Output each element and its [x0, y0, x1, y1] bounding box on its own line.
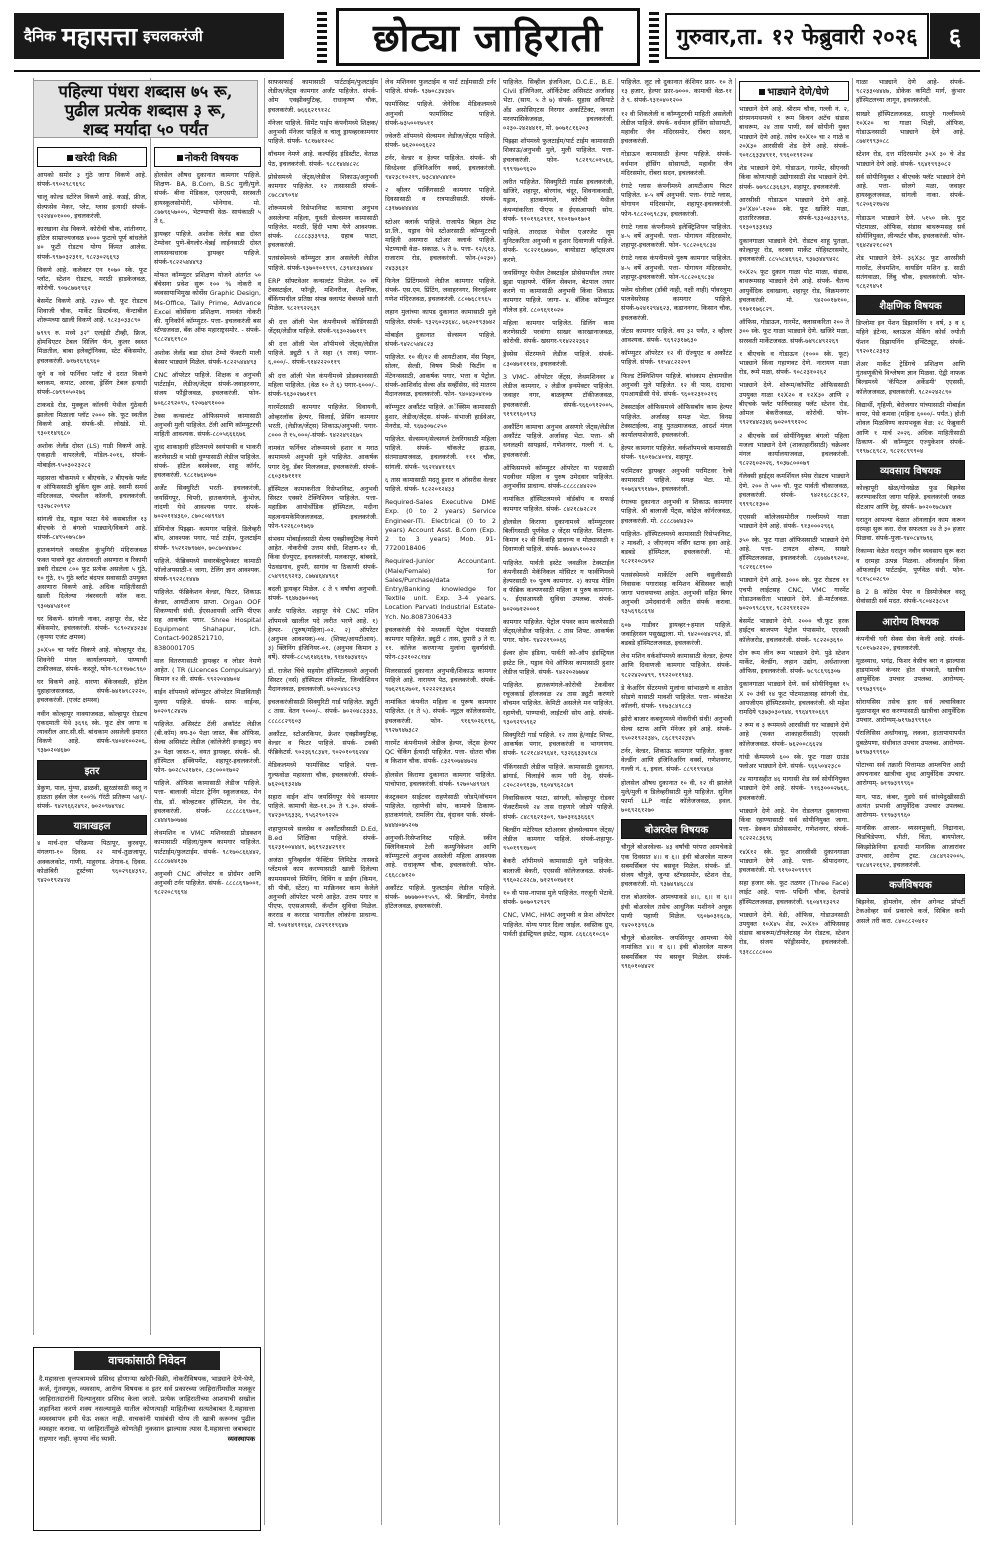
classified-ad: डेकुण, पाल, मुंग्या, ढाळवी, झुरळांसाठी वस्तू न हाळता हर्बल जेल १००% गॅरंटी प्रतिरूम ५४९/- संपर्क- ९४२९६६२४९२, ७०२०९७४९४८ [37, 783, 147, 810]
classified-ad: रंगाटे ग्लास कंपनीमध्ये पुरुष कामगार पाहिजेत. ४-५ वर्षे अनुभवी. पत्ता- योगायन मंदिरसमोर, शहापूर-इचलकरंजी. फोन-९८८२०६९८३४ [621, 254, 732, 281]
classified-ad: रंगाटे ग्लास कंपनीमध्ये आयटीआय फिटर पाहिजेत. ४-५ वर्षे अनुभवी. पत्ता- रंगाटे ग्लास, योगायन मंदिरसमोर, शहापूर-इचलकरंजी. फोन-९८८२०६९८३४, इचलकरंजी. [621, 182, 732, 218]
classified-ad: विकणे आहे. कलेक्टर एन १०७० स्के. फूट प्लॉट, स्टेशन रोडटच, मराठी हाडकेजवळ, कोरोची. ९०७८७७१९६२ [37, 265, 147, 293]
classified-ad: अकौंटिंग कामाचा अनुभव असणारे जेंट्स/लेडीज अकौंटंट पाहिजे. अर्जासह भेटा. पत्ता- श्री धनलक्ष्मी सायझर्स, गणेशनगर, गल्ली नं. ६, इचलकरंजी. [503, 422, 614, 459]
classified-ad: पाहिजे. ऑफिस कामासाठी लेडीज पाहिजे. पत्ता- बालाजी मोटार ट्रेनिंग स्कूलजवळ, मेन रोड, डॉ. कोल्हटकर हॉस्पिटल, मेन रोड, इचलकरंजी. संपर्क- ८८८८८६९७०१, ८४४४९७०७७४ [154, 779, 261, 824]
classified-ad: डोमिनोज पिझ्झा- कामगार पाहिजे. डिलेव्हरी बॉय, आवश्यक पगार, पार्ट टाईम, फुलटाईम संपर्क- ९५२१२७९७४०, ७०८७०४४७०८ [154, 525, 261, 552]
classified-ad: चौगुले बोअरवेल्स- ४३ वर्षांची परंपरा आमचेकडे एक दिवसात ४।। व ६।। इंची बोअरवेल मारून सबमर्सिबल पंप बसवून मिळेल. संपर्क- डॉ. संजय चौगुले, जुन्या स्टॅण्डसमोर, स्टेशन रोड, इचलकरंजी. मो. ९३७४९४६८८४ [621, 843, 732, 889]
classified-ad: ३५० स्के. फूट गाळा ऑफिससाठी भाड्याने देणे आहे. पत्ता- टायटन शोरूम, साखरे हॉस्पिटलजवळ, इचलकरंजी. ८६७४७१९२०४, ९८२१६८१९०० [739, 535, 849, 572]
classified-ad: मानसिक आजार- व्यसनमुक्ती, निद्रानाश, चिडचिडेपणा, भीती, चिंता, बायपोलर, स्किझोफ्रेनिया इत्यादी मानसिक आजारांवर उपचार, आरोग्य ट्रस्ट. ८४८४९२२००५, ९४८४९२१६९२, इचलकरंजी. [856, 824, 965, 870]
classified-ad: कॉम्प्युटर अकौंटंट पाहिजे. अॅक्सिम कामासाठी हुशार, लेडीज/जेंट्स. संपर्क- संभाजी हार्डवेअर, मेनरोड, मो. ९६७३०७८२५० [385, 403, 496, 430]
classified-ad: कॉम्प्युटर ऑपरेटर १२ वी ग्रॅज्युएट व अकौंटंट पाहिजे. संपर्क- ९१५४८२२२०९ [621, 349, 732, 367]
column-1 [33, 78, 150, 1335]
section-header-borewell: बोअरवेल विषयक [621, 819, 732, 839]
classified-ad: १० वी पास-नापास मुले पाहिजेत. गरजूनी भेटावे. संपर्क- ७०७०९२९२९ [503, 889, 614, 907]
classified-ad: लेथ मशिन वर्कशॉपमध्ये कामासाठी वेल्डर, हेल्पर आणि दिवाणजी कामगार पाहिजेत. संपर्क- ९८२२४२०४९९, ९९२२०११९४३. [621, 652, 732, 679]
section-title: छोट्या जाहिराती [336, 8, 640, 66]
classified-ad: जेंटस कामगार पाहिजे. वय ३२ पर्यंत, २ व्हीलर आवश्यक. संपर्क- ९६९२३१७६३० [621, 326, 732, 345]
classified-ad: शोरूममध्ये रिसेप्शनिस्ट कामाचा अनुभव असलेल्या महिला, युवती सेल्समन कामासाठी पाहिजेत. मराठी, हिंदी भाषा येणे आवश्यक. संपर्क- ८८८८३३३९९३, ग्रहाब फाटा, इचलकरंजी. [268, 204, 378, 250]
classified-ad: भाड्याने देणे आहे. ३००० स्के. फूट रोडटच ११ एचपी लाईटसह CNC, VMC गारमेंट गोडाउनकरीता भाड्याने देणे. डी-मार्टजवळ. ७०२०९९८६९१, ९८२२९११२२० [739, 576, 849, 612]
classified-ad: B 2 B कॉटेस पेपर व डिस्पोजेबल वस्तू सेवांसाठी सर्व मदत. संपर्क-९८०४२३८५१ [856, 588, 965, 606]
classified-ad: ज्वेलरी शॉपमध्ये सेल्समन लेडीज/जेंट्स पाहिजे. संपर्क- ७६२०००६६२२ [385, 132, 496, 150]
section-header-jobs: नोकरी विषयक [154, 147, 261, 167]
classified-ad: CNC, VMC, HMC अनुभवी व फ्रेश ऑपरेटर पाहिजेत. योग्य पगार दिला जाईल. स्वस्तिक ग्रुप, पार्वती इंडस्ट्रियल इस्टेट, यड्राव. ८६६८६१०८६० [503, 911, 614, 938]
classified-ad: १२ वी शिकलेली व कॉम्प्युटरची माहिती असलेली लेडीज पाहिजे. संपर्क- वर्धमान हॉसिंग सोसायटी, महावीर जैन मंदिरसमोर, रोंबरा सदन, इचलकरंजी. [621, 109, 732, 146]
section-header-sale: खरेदी विक्री [37, 147, 147, 167]
classified-ad: वाईन शॉपमध्ये कॉम्प्युटर ऑपरेटर मिळविताही मुलगा पाहिजे. संपर्क- साफ वाईन्स, ७०२०९८२४२७ [154, 688, 261, 715]
column-2 [150, 78, 264, 1335]
classified-ad: दुकानगाळा भाड्याने देणे. रोडटच शाहू पुतळा, कोल्हापूर रोड, वरक्या मार्केट मोहिस्टरसमोर, इचलकरंजी. ८८५५८४६९६२, ९३७३४४९४२८ [739, 236, 849, 264]
ad-list [856, 319, 965, 456]
classified-ad: होलसेल किराणा दुकानामध्ये कॉम्प्युटरवर बिलींगसाठी पूर्णवेळ २ जेंट्स पाहिजेत. शिक्षण- किमान १२ वी किंवाहि प्राधान्य व मोठ्यासाठी १ दिवाणजी पाहिजे. संपर्क- ७७४४५१००२२ [503, 517, 614, 554]
classified-ad: पिझ्झा शॉपमध्ये फुलटाईम/पार्ट टाईम कामासाठी शिकाऊ/अनुभवी मुले, मुली पाहिजेत. पत्ता- इचलकरंजी. फोन- ९८२१९८०१५६६, ९९९९७०९६२० [503, 137, 614, 173]
classified-ad: अकौंटट, स्टोअरकिपर, फ्रेशर एक्झीक्युटिव्ह, वेल्डर व फिटर पाहिजे. संपर्क- टक्की फॅब्रिकेटर्स. ९०२३६९८३४१, ९०२०१०९६२४४ [268, 729, 378, 757]
classified-ad: अनुभवी-रिसेप्शनिस्ट पाहिजे. स्कीन क्लिनिकमध्ये टेली कम्युनिकेशन आणि कॉम्प्युटरचे अनुभव असलेली महिला आवश्यक आहे. राधाकृष्ण चौक, इचलकरंजी. फोन- ८६६८८७१२० [385, 833, 496, 879]
classified-ad: माल वितरणासाठी ड्रायव्हर व लोडर नेमणे आहेत. ( TR (Licences Compulsary) किमान १२ वी. संपर्क- ९९२२०४४७०४ [154, 656, 261, 684]
classified-ad: जुने व नवे फर्निचर प्लॉट चे दरात विकणे ब्लाकम, कपाट, आरवा, ड्रेसिंग टेबल इत्यादी संपर्क-८७९९०५०२७६ [37, 369, 147, 397]
classified-ad: पाहिजे. फॅब्रिक्मध्ये सवारबॅल्टुफेक्टर कामाठी फॉलोअपसाठी-१ जागा, टेलिंग ज्ञान आवश्यक. संपर्क-९९२२८१४४७ [154, 556, 261, 584]
ad-list [385, 78, 496, 911]
classified-ad: महासत्ता चौकमध्ये १ बीएचके, २ बीएचके फ्लॅट व ऑफिससाठी बुकिंग सुरू आहे. स्वामी समर्थ मंदिरजवळ, पंचशील कॉलनी, इचलकरंजी. ९३२७८२०९९२ [37, 473, 147, 510]
classified-ad: कारखाना शेड विकणे. कोरोची चौक, शांतीनगर, हॉटेल साम्राज्यजवळ ४००० फुटाचे पूर्ण बांधलेले ४० फूटी रोडटच योग्य किंमत आलेस. संपर्क-९९७०३२३११, ९८२३०२६६९३ [37, 225, 147, 261]
classified-ad: २ बीएचके सर्व सोयींनियुक्त बंगलो पहिला मजला भाड्याने देणे (शाकाहारींसाठी) चक्रेश्वर मंगल कार्यालयाजवळ, इचलकरंजी. ९८२२६०२०२६, ९०३७८०००७९ [739, 431, 849, 468]
classified-ad: लेथ मशिनवर फुलटाईम व पार्ट टाईमसाठी टर्नर पाहिजे. संपर्क- ९३७०८३४३४५ [385, 78, 496, 96]
ad-list [503, 78, 614, 939]
classified-ad: ऑफिस, गोडाऊन, गारमेंट, क्लासकरिता २०० ते ३०० स्के. फूट गाळा भाड्याने देणे. खजिरे मळा, सरस्वती मार्केटजवळ. संपर्क-७४९८४९२२६९ [739, 318, 849, 345]
classified-ad: रंगाटे ग्लास कंपनीमध्ये इलेक्ट्रिशियन पाहिजेत. ४-५ वर्षे अनुभवी. पत्ता- योगायन मंदिरसमोर, शहापूर-इचलकरंजी. फोन- ९८८२०६९८३४ [621, 222, 732, 250]
classified-ad: पाहिजेत. सेल्समन/सेल्सगर्ल टेलरिंगसाठी महिला पाहिजे. संपर्क- चॉकलेट हाऊस, संतमाळ्याजवळ, इचलकरंजी. १११ चाैक, सांगली. संपर्क- ९६२१४४११६९ [385, 434, 496, 471]
section-header-education: शैक्षणिक विषयक [856, 295, 965, 315]
classified-ad: पाहिजेत. १० वी/१२ वी आयटीआय, मॅस मिहन, सोलर, सेल्डी, विषय मिश्री फिटींग व मेंटेनन्ससाठी, आकर्षक पगार, भत्ता व पेट्रोल. संपर्क-आशिर्वाद सेल्स अँड सर्व्हीसेस, वंदे मातरम मैदानजवळ, इचलकरंजी. फोन- ९४०४३०४१०७ [385, 353, 496, 399]
ad-list [268, 78, 378, 930]
daily-label: दैनिक [24, 27, 56, 45]
classified-ad: कंस्ट्रक्शन साईटवर राहणेसाठी जोडपे/वॉचमन पाहिजेत. रहाणेची सोय, कामाचे ठिकाण-हातकणंगले, रामलिंग रोड, वृंदावन पार्क. संपर्क- ७४४४०७५२०७ [385, 793, 496, 829]
classified-ad: २ व्हीलर पार्किंगसाठी कामगार पाहिजे. दिवसासाठी व रात्रपाळीसाठी. संपर्क- ८३१७७४४४४४ [385, 186, 496, 213]
classified-ad: अनुभवी CNC ऑपरेटर व प्रोग्रॅमर आणि अनुभवी टर्नर पाहिजेत. संपर्क- ८८८८६९७००१, ९८२२०८९६९४ [154, 870, 261, 897]
classified-ad: हातकणंगले जवळील कुंभुगिरी मंदिराजवळ फक्त पावणे कूट अंतरावरती असणारा व रिकामी डबरी रोडटच ८०० फूट प्रत्येक असलेला ५ गुंठे, १० गुंठे, १५ गुंठे ब्लॉट बंदपत्र सवासाठी उपयुक्त असणारा विकणे आहे. अधिक माहितीसाठी खाली दिलेल्या नंबरवरती कॉल करा. ९३०७४५४१०१ [37, 546, 147, 610]
classified-ad: नवीन कोल्हापूर नाक्याजवळ, कोल्हापूर रोडटच एकदमाती येथे ३६९६ स्के. फूट क्षेत्र जागा व त्यावरील आर.सी.सी. बांधकाम असलेली इमारत विकणे आहे. संपर्क-९४०४१००२०६, ९३७०२०४६७० [37, 709, 147, 755]
classified-ad: शहापुरमध्ये सलसेस व अकौंटसीसाठी D.Ed, B.ed शिक्षिका पाहिजे. संपर्क- ९६२३१००४४४९, ७६१९२३४२९११ [268, 824, 378, 852]
column-6 [617, 78, 735, 1525]
classified-ad: मोबाईल दुकानात सेल्समन पाहिजे. संपर्क-९४२८५४४८२३ [385, 330, 496, 349]
issue-date: गुरुवार,ता. १२ फेब्रुवारी २०२६ [665, 13, 929, 59]
classified-ad: फार्मासिस्ट पाहिजे. जेनेरिक मेडिकलमध्ये अनुभवी फार्मासिस्ट पाहिजे. संपर्क-७३५००१७५११ [385, 100, 496, 127]
classified-ad: श्री दत्त ऑली भेल कंपनीमध्ये कोडिंगसाठी जेंट्स/लेडीज पाहिजे. संपर्क-९६३०२७७११९ [268, 317, 378, 335]
header-rule [14, 70, 980, 72]
ad-list [154, 171, 261, 898]
classified-ad: गोडाऊन कामासाठी हेल्पर पाहिजे. संपर्क- वर्धमान हॉसिंग सोसायटी, महावीर जैन मंदिरसमोर, रोंबरा सदन, इचलकरंजी. [621, 150, 732, 177]
classified-ad: टर्नर, वेल्डर व हेल्पर पाहिजेत. संपर्क- श्री सिध्देश्वर इंजिनिअरिंग वर्क्स, इचलकरंजी. ९४२३८१०२१९, ७३८४४५४४१० [385, 154, 496, 181]
notice-title: वाचकांसाठी निवेदन [74, 1351, 220, 1370]
classified-ad: होलसेल औषध दुकानात कामगार पाहिजे. शिक्षण- BA, B.Com, B.Sc मुली/मुले. संपर्क- बीना मेडिकल, एलएसपी, सरस्वती हायस्कूलसोमोरी, भोनेगाव. मो. ८७७९६५७००५, भेटण्याची वेळ- सायंकाळी ५ ते ६. [154, 171, 261, 226]
classified-ad: १४X१२ स्के. फूट आरसीसी दुकानगाळा भाड्याने देणे आहे. पत्ता- श्रीपादनगर, इचलकरंजी. मो. ९१९०२०९९९९ [739, 847, 849, 875]
classified-ad: कामगार पाहिजेत. पेट्रोल पंपवर काम करणेसाठी जेंट्स/लेडीज पाहिजेत. ८ तास शिफ्ट. आकर्षक पगार. फोन- ९४२२१९००६६ [503, 617, 614, 645]
ad-list [37, 784, 147, 812]
classified-ad: आयको समोर ३ गुंठे जागा विकणे आहे. संपर्क-९९०२९८९६९८ [37, 171, 147, 189]
classified-ad: सिक्युरिटी गार्ड पाहिजे. १२ तास हे/नाईट शिफ्ट, आकर्षक पगार, इचलकरंजी व भागगणय. संपर्क- ९८२१८४२९६४१, ९३२६६३३४१८४ [503, 731, 614, 758]
column-3 [264, 78, 381, 1525]
classified-ad: चालू कोल्ड स्टोरेज विकणे आहे. कडई, फ्रीज, सेल्फसेव मेकर, प्लेट, ग्लास इत्यादी संपर्क- ९२२४४०१०००, इचलकरंजी. [37, 193, 147, 220]
classified-ad: मॅनेजर पाहिजे. सिमेंट पाईप कंपनीमध्ये शिक्षक/अनुभवी मॅनेजर पाहिजे व चालू ड्रायव्हरकामगार पाहिजे. संपर्क- ९८१७४१२०८ [268, 118, 378, 146]
classified-ad: ६ तास कामासाठी मदतू हुशार व ऑसरीस वेल्डर पाहिजे. संपर्क- ९८२२०१२४३३ [385, 475, 496, 493]
classified-ad: टर्नर, वेल्डर, शिकाऊ कामगार पाहिजेत. कुकर वेल्डींग आणि इंजिनिअरिंग वर्क्स, गणेशनगर, गल्ली नं. ६, इचल. संपर्क- ८८९१९९४६४ [621, 747, 732, 774]
classified-ad: गांधी कॅम्पमध्ये ६०० स्के. फूट गाळा ग्राउंड फ्लोअर भाड्याने देणे. संपर्क- ९६६५०४२३८० [739, 752, 849, 770]
classified-ad: होलसेल किराणा दुकानात कामगार पाहिजेत. पाचोपारा, इचलकरंजी. संपर्क- ९२७०५४९९४९ [385, 770, 496, 788]
classified-ad: हॉस्पिटल कामाकरीता रिसेप्शनिस्ट, अनुभवी सिस्टर एक्सरे टेक्निशियन पाहिजेत. पत्ता- महाडिक आयोर्थोडिक हॉस्पिटल, मदीना महत्वनामकेमिजलजवळ, इचलकरंजी. फोन-९२२६८०१७६७ [268, 484, 378, 530]
classified-ad: सांगली रोड, यड्राव फाटा येथे कसबातील १३ बीएचके रो बंगलो भाड्याने/विकणे आहे. संपर्क-८४९५०७५८७० [37, 514, 147, 542]
column-4 [381, 78, 499, 1525]
classified-ad: घरातुन आपल्या वेळात ऑनलाईन काम करून दरमहा सुरू करा. रोज सफलता २४ ते ३० हजार मिळवा. संपर्क-पुजा-९४०८४१७९६ [856, 515, 965, 543]
classified-ad: चौगुले बोअरवेल- जयसिंगपूर आमच्या येथे नामांकित ४।। व ६।। इंची बोअरवेल मारून सबमर्सिबल पंप बसवून मिळेल. संपर्क- ९९६०१०४४२१ [621, 934, 732, 970]
classified-ad: ईश्वर होम इंडिया, पार्वती को-ऑप इंडस्ट्रियल इस्टेट लि., यड्राव येथे ऑफिस कामासाठी हुशार लेडीज पाहिजे. संपर्क- ९४२२०२७७७४ [503, 649, 614, 676]
classified-ad: पॅकिंगसाठी लेडीज पाहिजे. कामासाठी दुकानत, ब्रांगार्ड, चिलाईचे काम घरी देवू. संपर्क- ८२०८२०९१३७, ९६०४९६२८७९ [503, 762, 614, 790]
section-header-rent: भाड्याने देणे/घेणे [739, 81, 849, 101]
classified-ad: गारमेंट कंपनीमध्ये लेडीज हेल्पर, जेंट्स हेल्पर QC चेकिंग ईत्यादी पाहिजेत. पत्ता- धोतरा चौक व किशान चौक. संपर्क- ८३२९०७४४७२४ [385, 739, 496, 766]
classified-ad: सहा हजार स्के. फूट तळघर (Three Face) लाईट आहे. पत्ता- पद्मिनी चौक, देशपांडे हॉस्पिटलजवळ, इचलकरंजी. ९६०४९१३२९२ [739, 879, 849, 906]
classified-ad: बदली ड्रायव्हर मिळेल. ८ ते ९ वर्षांचा अनुभवी. संपर्क- ९६४७३७००७६ [268, 584, 378, 603]
classified-ad: बेकरी शॉपीमध्ये कामासाठी मुले पाहिजेत. बालाजी बेकरी, एएससी कॉलेजजवळ. संपर्क- ९९६०२८२२८७, ७१२९०१७१११ [503, 857, 614, 884]
classified-ad: प्रोसेसमध्ये जेंट्स/लेडीज शिकाऊ/अनुभवी कामगार पाहिजेत. १२ तासासाठी संपर्क- ८७८८४९०९४ [268, 172, 378, 200]
classified-ad: सर्व सोयीनियुक्त २ बीएचके फ्लॅट भाड्याने देणे आहे. पत्ता- सोलगे मळा, जवाहर हायस्कूलजवळ, सांगली नाका. संपर्क- ९८२०६२१७२४ [856, 172, 965, 209]
classified-ad: श्री दत्त ऑली भेल कंपनीमध्ये प्रोडक्शनसाठी महिला पाहिजेत. (वेळ १० ते ६) पगार-६०००/-. संपर्क-९६३०२७७११९ [268, 371, 378, 399]
classified-ad: भाड्याने देणे. वेडी, ऑफिस, गोडाउनसाठी उपयुक्त १०X४५ शेड, २०X१० ऑफिससह संडास बाथरूम/टॉयलेटसह मेन रोडटच, स्टेशन रोड, संजय फॉड्रीसमोर, इचलकरंजी. ९३१८८८८००० [739, 910, 849, 956]
classified-ad: रंगाच्या दुकानात अनुभवी व शिकाऊ कामगार पाहिजे. श्री बालाजी पेंट्स, कोद्रेज कॉर्नरजवळ, इचलकरंजी. मो. ८८८८७४४३२० [621, 498, 732, 525]
reader-notice [33, 1347, 261, 1531]
classified-ad: पाहिजेत. असिस्टंट टॅली अकॉटंट लेडीज (बी.कॉम) वय-३० पेक्षा जास्त, बैंक ऑफिस, सेल्स असिस्टंट लेडीज (कॉलेजेरी इन्ड्युट) वय ३० पेक्षा जास्त-१, वयत ड्रायव्हर. संपर्क- श्री. हॉस्पिटल इक्विपमेंट, शहापूर-इचलकरंजी. फोन- ७०२८५२१७१०, ८३८०००१७०२ [154, 719, 261, 774]
classified-ad: अर्जंट पाहिजेत. शहापूर येथे CNC मशिन शॉपमध्ये खालील पदे त्वरीत भरणे आहे. १) हेल्पर- (पुरुष/महिला)-०२. २) ऑपरेटर (अनुभव आवश्यक)-०४. (शिफ्ट/आयटीआय). ३) क्लिनिंग इंजिनियर-०१. (अनुभव किमान ३ वर्षे). संपर्क-८८५६१४६६१७, ९१४१७३४१६५ [268, 607, 378, 662]
ad-list [37, 171, 147, 756]
classified-ad: फिल्ड टेक्निशियन पाहिजे. बांधकाम क्षेत्रामधील अनुभवी मुले पाहिजेत. १२ वी पास, दादाचा एमआयडीसी येथे. संपर्क- ९६०१२३१०२१६ [621, 371, 732, 399]
classified-ad: डिप्लोमा इन पेंशन डिझायनिंग १ वर्ष, ३ व ६ महिने इंटेन्स, ब्लाऊज मेकिंग कोर्स ज्योती फॅशन डिझायनिंग इन्स्टिट्यूट, संपर्क- ९९२०१८२३१३ [856, 319, 965, 355]
classified-ad: श्री दत्त ऑली भेल शॉपीमध्ये जेंट्स/लेडीज पाहिजे. ड्युटी ९ ते सहा (९ तास) पगार- ६,०००/-. संपर्क-९१४२२२०११९ [268, 340, 378, 367]
classified-ad: बिझनेस, होमलोन, लोन अगेन्स्ट प्रॉपर्टी टेकओव्हर सर्व प्रकारचे कर्ज, सिबिल कमी असले तरी करा. ८४०८८२०४१२ [856, 898, 965, 925]
page-number: ६ [930, 13, 980, 59]
classified-ad: पॅरालिसिस अर्धांगवायू, लकवा, हातापायापर्यंत दुबळेपणा, संधीवात उपचार उपलब्ध. आरोग्यम- ७१९७३९९९६० [856, 729, 965, 756]
classified-ad: पाहिजेत. लूट लो दुकानात कॅशियर फ्रार- १० ते १३ हजार, हेल्पर फ्रार-७०००. कामाची वेळ-११ ते ९. संपर्क-९३१०४०१२०० [621, 78, 732, 105]
classified-ad: CNC ऑपरेटर पाहिजे. शिक्षक व अनुभवी पार्टटाईम, लेडीज/जेंट्स संपर्क-जवाहरनगर, संजय फौंड्रीजवळ, इचलकरंजी. फोन- ७०६८२९२०९५, ९२०७४९१००० [154, 371, 261, 407]
ad-list [856, 484, 965, 606]
classified-ad: त्वरीत पाहिजेत. सिक्युरिटी गार्डस इचलकरंजी, खंजिरे, शहापूर, बोरगांव, चंदूर, शिवनाकवाडी, यड्राव, हातकणंगले, कोरोची येथील कंपन्यांकरिता पीएफ व ईएसआयसी सोय. संपर्क- ९१०१९६२९११, ९१०१७०१७०१ [503, 178, 614, 223]
ad-list [621, 843, 732, 971]
classified-ad: Required-Sales Executive DME Exp. (0 to 2 years) Service Engineer-ITI. Electrical (0 to 2 years) Account Asst. B.Com (Exp. 2 to 3 years) Mob. 91-7720018406 [385, 498, 496, 553]
classified-ad: घर विकणे- सांगली नाका, शहापूर रोड, स्टेट बँकेसमोर, इचलकरंजी. संपर्क- ९८९०२४३२३४ (कृपया एजंट क्षमस्व) [37, 614, 147, 642]
classified-ad: ड्रायव्हर पाहिजे. अशोक लेलँड बडा दोस्त टेम्पोवर पुणे-बेंगलोर-चेन्नई लाईनसाठी दोस्त लायसन्सधारक ड्रायव्हर पाहिजे. संपर्क-९८२२५४४४९३ [154, 230, 261, 266]
classified-ad: भाड्याने देणे आहे. श्रीराम चौक, गल्ली नं. २, संगमनमथमध्ये १ रूम किचन अटॅच संडास बाथरूम, २४ तास पाणी, सर्व सोयीनी युक्त भाड्याने देणे आहे. तसेच १०X१० चा २ गाळे व २०X३० आरसीसी शेड देणे आहे. संपर्क- ९०१८६३३४९११, ९९६०१९१२०४ [739, 105, 849, 160]
ad-list [621, 78, 732, 815]
classified-ad: शेड भाड्याने देणे- ३६X३८ फूट आरसीसी गारमेंट, लेथमशिन, वायडिंग मशिन इ. साठी सतंगवाळा, लिंबु चौक, इचलकरंजी. फोन- ९८६२९४५१ [856, 254, 965, 291]
column-7 [735, 78, 852, 1525]
classified-ad: डॉ. राजेश चिंचे सहयोग हॉस्पिटलमध्ये अनुभवी सिस्टर (नर्स) हॉस्पिटल मॅनेजमेंट, जिन्सीशियन मैदानजवळ, इचलकरंजी. ७०२०४४८२९३ [268, 666, 378, 693]
classified-ad: मिलरसाडर्स दुकानात अनुभवी/शिकाऊ कामगार पाहिजे आहे. नारायण पेठ, इचलकरंजी. संपर्क- ९७६२९६२७०१, ९२२२२१३४६२ [385, 666, 496, 693]
classified-ad: स्टेशन रोड, दत्त मंदिरसमोर ३०X ३० चे शेड भाड्याने देणे आहे. संपर्क- ९६४१९९३०८२ [856, 150, 965, 168]
hash-icon [759, 89, 765, 95]
classified-ad: इचलकरंजी येथे मध्यवर्ती पेट्रोल पंपासाठी कामगार पाहिजेत. ड्युटी ८ तास, दुपारी ३ ते रा. ११. कॉलेज करणाऱ्या मुलांना सुवर्णसंधी. फोन-८३२१०२८१४४ [385, 625, 496, 662]
classified-ad: राज बोअरवेल- आमच्याकडे ४।।, ६।। व ६।। इंची बोअरवेल तसेच आधुनिक मशीनने अचूक पाणी पहाणी मिळेल. ९६०७०३१६८७, ९४२०१३९६८७ [621, 893, 732, 930]
classified-ad: वॉचमन नेमणे आहे. कल्पहिंद इंडिस्टीट, वेताळ पेठ, इचलकरंजी. संपर्क- ९८८१४४४८२८ [268, 150, 378, 168]
ad-list [739, 105, 849, 957]
classified-ad: ४ मार्च-दत्त परिक्रमा पिठापूर, कुरवपूर, मंगलगा-१० दिवस. २२ मार्च-तुळजापूर, अक्कलकोट, गाणी, माहूरगड. शेगाव-६ दिवस. कोळंबिरी टूर्स्टच्या ९६०२९६४३९२, ९४२०१९२४२४ [37, 839, 147, 884]
classified-ad: होलसेल औषध दुकानात १० वी, १२ वी झालेले मुले/मुली व डिलेव्हरीसाठी मुले पाहिजेत. सुनिल फार्मा LLP नाईट कॉलेजजवळ, इवल. ७०६९२६१२७० [621, 778, 732, 815]
classified-ad: पाहिजेत. हातकणंगले-कोरोची टेकवीवर रचूजकार्ड हॉलजवळ २४ तास ड्युटी करणारे वॉचमन पाहिजेत. केमिटी असलेले मन पाहिजेत. रहाणेची, पाण्याची, लाईटची सोय आहे. संपर्क- ९३०९२९५९६२ [503, 680, 614, 726]
classified-ad: नामांकित कंपनीत महिला व पुरूष कामगार पाहिजेत. (१ ते ५). संपर्क- न्यूट्रल कॉलेजसमोर, इचलकरंजी. फोन- ९१६९०२६१९६, ९९२७९४७३८२ [385, 698, 496, 734]
classified-ad: पाहिजेत. पार्वती इस्टेट जवळील टेक्स्टाईल कंपनीसाठी मेकॅनिकल मॉसिटर ग फार्वणिमध्ये हेल्परसाठी १० पुरुष कामगार. २) कापड मेडिंग व फॅब्रिक कल्पणसाठी महिला व पुरुष कामगार- ५. ईएसआयसी सुविधा उपलब्ध. संपर्क- ७०२०७१२०००१ [503, 558, 614, 613]
rate-line-3: शब्द मर्यादा ५० पर्यंत [83, 120, 208, 139]
classified-ad: साफसफाई कामासाठी पार्टटाईम/फुलटाईम लेडीज/जेंट्स कामगार अर्जंट पाहिजेत. संपर्क- ओम एक्झीक्युटिव्ह, राधाकृष्ण चौक, इचलकरंजी. ७६६६२१९१२८ [268, 78, 378, 114]
section-header-business: व्यवसाय विषयक [856, 460, 965, 480]
classified-ad: बिल्डींग मटेरियल स्टोअरवर होलसेल्समन जेंट्स/लेडीज कामगार पाहिजे. संपर्क-शहापूर- ९५०१९९१७०९ [503, 825, 614, 853]
section-header-travel: यात्राखहल [37, 815, 147, 835]
notice-signature: व्यवस्थापक [227, 1435, 255, 1443]
section-header-other: इतर [37, 760, 147, 780]
classified-ad: भाड्याने देणे. शोरूम/कॉर्पोरेट ऑफिससाठी उपयुक्त गाळा १२X२० व १२X३० आणि २ बीएचके फ्लॅट फर्निचरसह फ्लॅट स्टेशन रोड, ओमल बेकरीजवळ, कोरोची. फोन- ९९२१४४२३४६ ७०२०९९१२०८ [739, 381, 849, 427]
classified-ad: टेक्सटाईल ऑफिसमध्ये ऑफिसबॉय काम हेल्पर पाहिजेत. अर्जासह समक्ष भेटा. विनम्र टेक्सटाईल्स, शाहू पुतळ्याजवळ, आदर्श मंगल कार्यालयाशेजारी, इचलकरंजी. [621, 403, 732, 439]
ad-list [856, 635, 965, 871]
classified-ad: रिकाम्या वेळेत घरातुन नवीन व्यवसाय सुरू करा व दरमहा उत्पन्न मिळवा. ऑनलाईन किंवा ऑफलाईन पार्टटाईम, पूर्णवेळ संधी. फोन- ९८१५८०२८९० [856, 547, 965, 583]
classified-ad: गाळा भाड्याने देणे आहे- संपर्क- ९८२३३०४४४७, डोकेक कमिटी मार्ग, कुंभार हॉस्पिटलच्या लागून, इचलकरंजी. [856, 78, 965, 105]
classified-ad: झोरो बाजार कबनूरमध्ये नोकरीची संधी! अनुभवी सेल्स स्टाफ आणि मॅनेजर हवे आहे. संपर्क- ९५०२१९२२३४५, ८६८१९२२३४५ [621, 715, 732, 742]
classified-ad: नामांकित हॉस्पिटलमध्ये वॉर्डबॉय व सफाई कामगार पाहिजेत. संपर्क- ८४२१८७२८२१ [503, 495, 614, 513]
classified-ad: विद्यार्थी, गृहिणी, बेरोजगार यांच्यासाठी मोबाईल वापर, पेसे कमवा (महिना ६०००/- पर्यंत.) होती शोवल मिळविण्य कामभवूक वेळ: २८ फेब्रुवारी आणि १ मार्च २०२६. अधिक माहितीसाठी ठिकाण- श्री कॉम्प्युटर एज्युकेशन संपर्क- ९१९७८६९८२, ९८२१८९९९०४ [856, 400, 965, 455]
classified-ad: मान, पाठ, कंबर, गुडघे सर्व सांध्येदुखीसाठी अत्यंत प्रभावी आयुर्वेदिक उपचार उपलब्ध. आरोग्यम- ९१९७३९९६० [856, 792, 965, 819]
classified-ad: टाकवडे रोड, मुक्कूल कॉलनी येथील गुंठेवारी झालेला मिळाला प्लॉट २००० स्के. फूट स्वतील विकणे आहे. संपर्क-श्री. लोखंडे. मो. ९३०११४९६८० [37, 401, 147, 438]
classified-ad: जयसिंगपूर येथील टेक्स्टाईल प्रोसेसमधील तयार झुडा पाहायणे. पॅकिंग सेक्शन, बेटपाल तयार करणे या कामासाठी अनुभवी किंवा शिकाऊ कामगार पाहिजे. जागा- ४. बॅलिक कॉम्प्युटर नॉलेज हवे. ८८०९६९१०२० [503, 268, 614, 314]
newspaper-brand [14, 13, 284, 59]
classified-ad: दुकानगाळा भाड्याने देणे. सर्व सोयीनियुक्त १५ X २० उंची १४ फूट पोटमाळासह सांगली रोड, आयजीएम हॉस्पिटसमोर, इचलकरंजी. श्री महेश रामदिये ९३७३०३०९४४, ९९६४९१०६६९ [739, 680, 849, 716]
classified-ad: एएससी कॉलेजसमोरील गल्लीमध्ये गाळा भाड्याने देणे आहे. संपर्क- ९१३०००२९६६ [739, 513, 849, 531]
classified-ad: पाहिजेत- हॉस्पिटलमध्ये कामासाठी रिसेप्शनिस्ट, २ मावशी, २ जीएनएम नर्सिंग स्टाफ हवा आहे. बडबडे हॉस्पिटल, इचलकरंजी. मो. ९८२१२०८७९२ [621, 529, 732, 566]
classified-ad: हेल्पर कामगार पाहिजेत. वर्कशॉपमध्ये कामासाठी संपर्क- ९६०१७८४०१४, शहापूर. [621, 444, 732, 462]
classified-ad: फ्लेम धोलीवर (डाँबी नाही, नक्षी नाही) पॉवरलूमा पालवेसरेसह कामगार पाहिजे. संपर्क-७२४१२९४६२३, कडाननगर, किसान चौक, इचलकरंजी. [621, 286, 732, 322]
classified-ad: १ बीएचके व गोडाऊन (१००० स्के. फूट) भाड्याने किंवा गहाणवट देणे. नारायण मळा रोड, रूमे मळा, संपर्क- ९०८२३१०२६२ [739, 349, 849, 377]
classified-ad: साखरे हॉस्पिटलजवळ, सात्पुरे गल्लीमध्ये १०X२० चा गाळा भिक्षी, ऑफिस, गोडाऊनसाठी भाड्याने देणे आहे. ८७४१९९३०८८ [856, 109, 965, 146]
classified-ad: शेड भाड्याने देणे. गोडाऊन, गारमेंट, सीएनसी किंवा कोणत्याही उद्योगासाठी शेड भाड्याने देणे. संपर्क- ७७९८८३६६३९, शहापूर, इचलकरंजी. [739, 164, 849, 191]
classified-ad: २ रूम व ३ रूममध्ये आरसीसी घर भाड्याने देणे आहे (फक्त शाकाहारींसाठी) एएससी कॉलेजजवळ. संपर्क- ७६२००८६६२४ [739, 721, 849, 748]
rate-box [33, 80, 258, 138]
classified-ad: घर विकणे आहे. वारणा बँकेजवळी, हॉटेल युहाहाजसजवळ, संपर्क-७४१७९८२२२०, इचलकरंजी. (एजंट क्षमस्व) [37, 677, 147, 705]
hash-icon [177, 155, 183, 161]
classified-ad: पोटाच्या सर्व तक्रारी पित्तामळ आम्लपित्त आदी अपचनावर खात्रीचा शुध्द आयुर्वेदिक उपचार. आरोग्यम्- ७१९७३९९९६० [856, 760, 965, 788]
classified-ad: पाहिजेत. फॅब्रिकेशन वेल्डर, फिटर, शिकाऊ वेल्डर, आयटीआय प्राप्ता. Organ OOF शिकण्याची संधी. ईएसआयसी आणि पीएफ सह आकर्षक पगार. Shree Hospital Equipment Shahapur, Ich. Contact-9028521710, 8380001705 [154, 588, 261, 652]
classified-ad: नामवंत फर्निचर शोरूममध्ये हशार व मराठ कामामध्ये अनुभवी मुले पाहिजेत. आकर्षक पगार देवू. डॅबर मिलजवळ, इचलकरंजी. संपर्क- ८६०३१७११११ [268, 444, 378, 480]
classified-ad: पतसंस्थेमध्ये मार्केटिंग आणि वसुलीसाठी निवासक पगारासह कमिशन बेसिसवर काही जागा भरावयाच्या आहेत. अनुभवी सहित बिगर अनुभवी उमेदवारांनी त्वरीत संपर्क करावा. ९३५६९६८६९४ [621, 570, 732, 616]
classified-ad: अर्जेंट सिक्युरिटी भरती- इचलकरंजी, जयसिंगपूर, चिपरी, हातकणंगले, कुंभोज, नांदणी येथे आवश्यक पगार. संपर्क- ७०२०११४३६०, ८७०८०४९९४९ [154, 484, 261, 520]
classified-ad: गारमेंटसाठी कामगार पाहिजेत. धिवायनी, ओव्हरलॉक हेल्पर, सिलाई, प्रेसिंग कामगार भरती, (लेडीज/जेंट्स) शिकाऊ/अनुभवी. पगार- ८००० ते १५,०००/-संपर्क- ९४२२४९२६७५ [268, 403, 378, 439]
classified-ad: ERP सॉफ्टवेअर कन्सल्टंट मिळेल. २० वर्षे टेक्सटाईल, फॉन्ड्री, मशिनरीज, शैक्षणिक, बँकिंगमधील प्रतिष्ठा संपन्न क्लायंट वेबध्यवे धाती मिळेल. ९८२१९२२६३९ [268, 276, 378, 313]
classified-ad: मूळव्याध, भगंद्र, फिशर वेसीच बरा न झाल्यास हाडयांमध्ये कंन्सर होत संभवतो, खात्रीचा आयुर्वेदिक उपचार उपलब्ध. आरोग्यम्- ९१९७३९९६० [856, 656, 965, 693]
classified-ad: निवासिकरण फाटा, सांगली, कोल्हापूर रोडवर फॅक्टरीमध्ये २४ तास राहणारे जोडपे पाहिजे. संपर्क- ८४८९६२१३०९, ९७०३१६३६६६९ [503, 794, 614, 821]
classified-ad: 3 VMC- ऑपरेटर जेंट्स, लेथमशिनवर ४ लेडीज कामगार, २ लेडीज इन्स्पेक्टर पाहिजेत. जवाहर नगर, बाळकृष्ण टॉकीजजवळ, इचलकरंजी. संपर्क-९६६०९१२००५, ९१९१९६०९९३ [503, 372, 614, 418]
rate-line-1: पहिल्या पंधरा शब्दास ७५ रू, [58, 82, 233, 101]
column-5 [499, 78, 617, 1525]
classified-ad: ड्रेस्सेस सेंटरमध्ये लेडीज पाहिजे. संपर्क- ८३०४७११११४, इचलकरंजी. [503, 350, 614, 368]
ad-list [856, 78, 965, 291]
notice-text: दै.महासत्ता वृत्तपत्रामध्ये प्रसिध्द होणाऱ्या खरेदी-विक्री, नोकरीविषयक, भाड्याने देणे-घेणे, कर्ज, गुंतवणूक, व्यवसाय, आरोग्य विषयक व इतर सर्व प्रकारच्या जाहिरातींमधील मजकूर जाहिरातदारांनी दिल्यानुसार प्रसिध्द केला जातो. प्रत्येक जाहिरातीच्या आशयाची सखोल शहानिशा करणे शक्य नसल्यामुळे यातील कोणत्याही माहितीच्या सत्यतेबाबत दै.महासत्ता व्यवस्थापन हमी घेऊ शकत नाही. वाचकांनी यासंबंधी योग्य ती खात्री करूनच पुढील व्यवहार करावा. या जाहिरातींमुळे कोणतेही नुकसान झाल्यास त्यास दै.महासत्ता जबाबदार राहणार नाही. कृपया नोंद घ्यावी. व्यवस्थापक [39, 1375, 255, 1443]
classified-ad: मेडिकलमध्ये फार्मासिस्ट पाहिजे. पत्ता- गुल्फवोळ महासत्ता चौक, इचलकरंजी. संपर्क- ७६२०६१३२४७ [268, 761, 378, 788]
ad-list [856, 898, 965, 926]
classified-ad: ३०X५० चा प्लॉट विकणे आहे. कोल्हापूर रोड, शिवनेरी मंगल कार्यालयमागे, पाण्याची टाकीजवळ, संपर्क- कस्तूरे, फोन-९८११७७८९६० [37, 646, 147, 673]
classified-ad: शेअर मार्केट ट्रेडिंगचे प्रशिक्षण आणि गुंतवणूकीचे विश्लेषण ज्ञान मिळवा. ऐद्वी नाफक बिल्डमध्ये 'कॅपिटल अर्केडमी' एएससी, कॉलेजजवळ, इचलकरंजी. ९८२०२४२८९० [856, 360, 965, 396]
section-header-health: आरोग्य विषयक [856, 611, 965, 631]
classified-ad: आरसीसी गोडाऊन भाड्याने देणे आहे. ३०'X४०'-१२०० स्के. फूट खजिरे मळा, दातारिरजवळ. संपर्क-९३३०४३३९९३, ९१३०९३३१४३ [739, 195, 849, 232]
classified-ad: गॅलेक्सी हाईट्स कमर्शियल स्पेस रोडटच भाड्याने देणे. २०० ते ५०० चौ. फूट पार्वती चौकाजवळ, इचलकरंजी. संपर्क- ९४२१६८८३८१२, ९९९९८१३०० [739, 472, 849, 508]
brand-name: महासत्ता [61, 22, 138, 51]
hash-icon [67, 155, 73, 161]
classified-ad: कोल्हापूरी खेळ/गोनखेळ फुड बिझनेस करण्याकरिता जागा पाहिजे. इचलकरंजी जवळ सेटआप आणि देवू. संपर्क- ७०२०१७८७४१ [856, 484, 965, 511]
classified-ad: लेथमशिन व VMC मशिनसाठी प्रोडक्शन कामासाठी महिला/पुरूष कामगार पाहिजेत. पार्टटाईम/फुलटाईम. संपर्क- ९८१७०८६६४४२, ८८८८७४४१३७ [154, 829, 261, 865]
classified-ad: गोडाऊन भाड्याने देणे. ५१५० स्के. फूट पोटमाळा, ऑफिस, संडास बाथरूमसह सर्व सोयींनियुक्त, लीन्फर्टर चौक, इचलकरंजी. फोन- ९६४२४२१८०२९ [856, 213, 965, 250]
classified-ad: अकौंटंट पाहिजे. फुलटाईम लेडीज पाहिजे. संपर्क- ७७७७००१५५९, श्री. बिल्डींग, मेनरोड हॉटेलजवळ, इचलकरंजी. [385, 883, 496, 911]
classified-ad: ६०७ गाडीवर ड्रायव्हर+हमाल पाहिजे. जवाहिरसन पसुखद्वाला. मो. ९४२००४४२९२, डॉ. बडबडे हॉस्पिटलजवळ, इचलकरंजी. [621, 620, 732, 647]
classified-ad: सहारा वाईन शॉप जयसिंगपूर येथे कामगार पाहिजे. कामाची वेळ-११.३० ते ९.३०. संपर्क- ९४२३०९६३३६, ९५६२९०९२२० [268, 793, 378, 820]
classified-ad: पाहिजेत. सिव्हील इंजनिअर, D.C.E., B.E. Civil इंजिनिअर, ऑर्किटेक्ट असिस्टंट अर्जासह भेटा. (साय. ५ ते ७) संपर्क- सुहास अकियाटे अँड असोसिएटस निरगार अकर्टिटेक्ट, जनता मरनपासिकेजवळ, इचलकरंजी. ०२३०-२४२४४११, मो. ७०७१८१६२०३ [503, 78, 614, 133]
classified-ad: दोन रूम लीन रूम भाड्याने देणे. पुढे स्टेशन मार्केट, वेल्डींग, लहान उद्योग, अर्धशाज्जा ऑफिस, इचलकरंजी. संपर्क- ७८९८६९६३०७ [739, 648, 849, 676]
classified-ad: स्टोअर क्लार्क पाहिजे. राजापेठ बिहल टेस्ट प्रा.लि., यड्राव येथे स्टोअरसाठी कॉम्प्युटरची माहिती असणारा स्टोअर क्लार्क पाहिजे. भेटण्याची वेळ- सकाळ. ५ ते ७. पत्ता- १२/६१३, राजाराम रोड, इचलकरंजी. फोन-(०२३०) २४३३६३१ [385, 217, 496, 272]
classified-ad: १०X२५ फूट दुकान गाळा पोट माळा, संडास, बाथरूमसह भाड्याने देणे आहे. संपर्क- चैतन्य आयुर्वेदिक दवाखाना, शहापूर रोड, विक्रमनगर इचलकरंजी. मो. ९४२००१७१००, ९१७११७६८२९. [739, 268, 849, 314]
classified-ad: बेसमेंट विकणे आहे. २३४० चौ. फूट रोडटच शिवाजी चौक, मार्केट डिस्टर्बन्स, कॅन्टाबील शोरूमच्या खाली विकणे आहे. ९८२३०३३८९० [37, 297, 147, 324]
classified-ad: Required-Junior Accountant. (Male/Female) for Sales/Purchase/data Entry/Banking knowledge for Textile unit. Exp. 3-4 years. Location Parvati Industrial Estate-Ych. No.8087306433 [385, 557, 496, 621]
classified-ad: शुध्द शाकाहारी हॉटेलमध्ये स्वयंपाकी व भाकरी करणेसाठी व भांडी धुण्यासाठी लेडीज पाहिजेत. संपर्क- हॉटेल बसवेश्वर, शाहू कॉर्नर, इचलकरंजी. ९८८१७६४०७० [154, 443, 261, 480]
classified-ad: पतसंस्थेमध्ये कॉम्प्युटर ज्ञान असलेली लेडीज पाहिजे. संपर्क-९३७०१०१९९९, ८३९४१३४७४४ [268, 254, 378, 272]
classified-ad: लहान मुलांच्या कापड दुकानात कामासाठी मुले पाहिजेत. संपर्क- ९३२६०२३६४८, ७६२०१९३७४२ [385, 308, 496, 326]
classified-ad: इचलकरंजीसाठी सिक्युरिटी गार्ड पाहिजेत. ड्युटी ८ तास. वेतन ९०००/-. संपर्क- ७०२०४८३३३३, ८८८८८२९६०३ [268, 698, 378, 725]
classified-ad: संभवम मोबाईलसाठी सेल्स एक्झीक्युटिव्ह नेमणे आहेत. नोकरीची उत्तम संधी, शिक्षण-१२ वी, किंवा ग्रॅज्युएट, इचलकरंजी, मलकापूर, बांबवडे, पेठवडगाव, हुपरी, सागांव या ठिकाणी संपर्क- ८५४९९६९२१३, ८७७४६४४९६१ [268, 534, 378, 580]
rate-line-2: पुढील प्रत्येक शब्दास ३ रू, [64, 101, 227, 120]
classified-ad: ऑफिसमध्ये कॉम्प्युटर ऑपरेटर या पदासाठी पदवीधर महिला व पुरुष उमेदवार पाहिजेत. अनुभवींस प्राधान्य. संपर्क-८८८८८४४२२० [503, 463, 614, 491]
classified-ad: टेक्स कन्सल्टंट ऑफिसमध्ये कामासाठी अनुभवी मुली पाहिजेत. टॅली आणि कॉम्प्युटरची माहिती आवश्यक. संपर्क-८८०५६६६६७६ [154, 411, 261, 439]
classified-ad: भाड्याने देणे आहे. मेन रोडलगत दुकानाच्या किंवा रहाण्यासाठी सर्व सोयीनियुक्त जागा. पत्ता- डेक्कन प्रोसेससमोर, गणेशनगर, संपर्क- ९८२२२८३६९६ [739, 806, 849, 843]
column-8 [852, 78, 968, 1525]
masthead [0, 0, 992, 74]
section-header-loan: कर्जविषयक [856, 874, 965, 894]
classified-ad: डे केअरिंग सेंटरमध्ये मुलांना सांभाळणे व शाळेत सोडणे यासाठी मावशी पाहिजेत. पत्ता- व्यंकटेश कॉलनी, संपर्क- ९१७३८४९८८३ [621, 683, 732, 711]
classified-ad: परमिटवर ड्रायव्हर अनुभवी परमिटवर रेल्वे कामासाठी पाहिजे. समक्ष भेटा. मो. ९०७६४९९१४७०, इचलकरंजी. [621, 466, 732, 493]
classified-ad: बेसमेंट भाड्याने देणे. २००० चौ.फूट हरक हाईट्च बाजपण पेट्रोल पंपासमोर, एएससी कॉलेजरोड, इचलकरंजी. संपर्क- ९८२२०३६९० [739, 617, 849, 644]
classified-ad: ७९९९ रु. मध्ये ३२" एलईडी टीव्ही, फ्रिज, होमथिएटर टेबल सिलिंग फॅन, कुलर स्वस्त मिळतील, बाबा इलेक्ट्रॉनिक्स, स्टेट बँकेसमोर, इचलकरंजी. ७१७१६९६९६० [37, 329, 147, 365]
ad-list [37, 839, 147, 885]
classified-ad: अशोक लेलँड बडा दोस्त टेम्पो फॅक्टरी माली बेस्सर भाड्याने मिळेल. संपर्क-९८२२५४४४९३ [154, 348, 261, 366]
classified-ad: पाहिजे. तारदाळ येथील एअरजेट लूम युनिटकरिता अनुभवी व हुशार दिवाणजी पाहिजे. संपर्क- ९८२२१६७७७०, बायोडाटा व्हॉट्सअप करणे. [503, 228, 614, 264]
classified-ad: मोफत कॉम्प्युटर प्रशिक्षण योजने अंतर्गत ५० बॅचेसना प्रवेश सुरू १०० % नोकरी व व्यवसायाभिमुख कोर्सेस Graphic Design, Ms-Office, Tally Prime, Advance Excel कोर्सेसना प्रशिक्षण. नामवंत नोकरी की. युनिकॉर्न कॉम्प्युटर- पत्ता- इचलकरंजी बस स्टॅण्डजवळ, बँक ऑफ महाराष्ट्रसमोर. - संपर्क- ९८८२४६१९८० [154, 271, 261, 344]
classified-ad: सोरायसिस तसेच इतर सर्व त्वचाविकार मुळापासून बरा करण्यासाठी खात्रीचा आयुर्वेदिक उपचार. आरोग्यम्-७१९७३९९९६० [856, 697, 965, 725]
classified-ad: अशोक लेलँड दोस्त (LS) गाडी विकणे आहे. एकहाती वापरलेली, मॉडेल-२०१६, संपर्क-मोबाईल-९५०३०२३२८२ [37, 442, 147, 469]
classified-ad: फिनेल प्रिंटिंगमध्ये लेडीज कामगार पाहिजे. संपर्क- एस.एम. प्रिंटिंग, जवाहरनगर, विरन्ईश्वर गणेश मंदिरजवळ, इचलकरंजी. ८८०७६८१९६५ [385, 276, 496, 304]
classified-ad: अजंठा युनिव्हर्सल फॅक्टिंस लिमिटेड तासवडे प्लँटमध्ये काम करण्यासाठी खाली दिलेल्या काममसमध्ये स्पिनिंग, विविंग व डाईंग (किमन, सी पीबी, स्टेंटर) या माक्रिनवर काम केलेले अनुभवी ऑपरेटर भरणे आहेत. उत्तम पगार व पीएफ, एएसआयसी, कॅन्टीन सुविधा मिळेल. करराड व करराड भागातील लोकांना प्राधान्य. मो. ९०४१४९११६४, ८४२९११९६४७ [268, 856, 378, 929]
classified-ad: कंपनीची घरी सेक्स सेवा केली आहे. संपर्क- ९८०१५७२२२०, इचलकरंजी. [856, 634, 965, 652]
classified-ad: २४ मागासहीत ४६ मागासी शेड सर्व सोयीनियुक्त भाड्याने देणे आहे. संपर्क- ९१६३०००२७६६, इचलकरंजी. [739, 775, 849, 802]
city-label: इचलकरंजी [143, 27, 203, 45]
classified-ad: महिला कामगार पाहिजेत. डिलिंग काम करणेसाठी परवांगा साखर कारखानाजवळ, कोरोची. संपर्क- खसगर-९१४२२२३६२ [503, 318, 614, 346]
